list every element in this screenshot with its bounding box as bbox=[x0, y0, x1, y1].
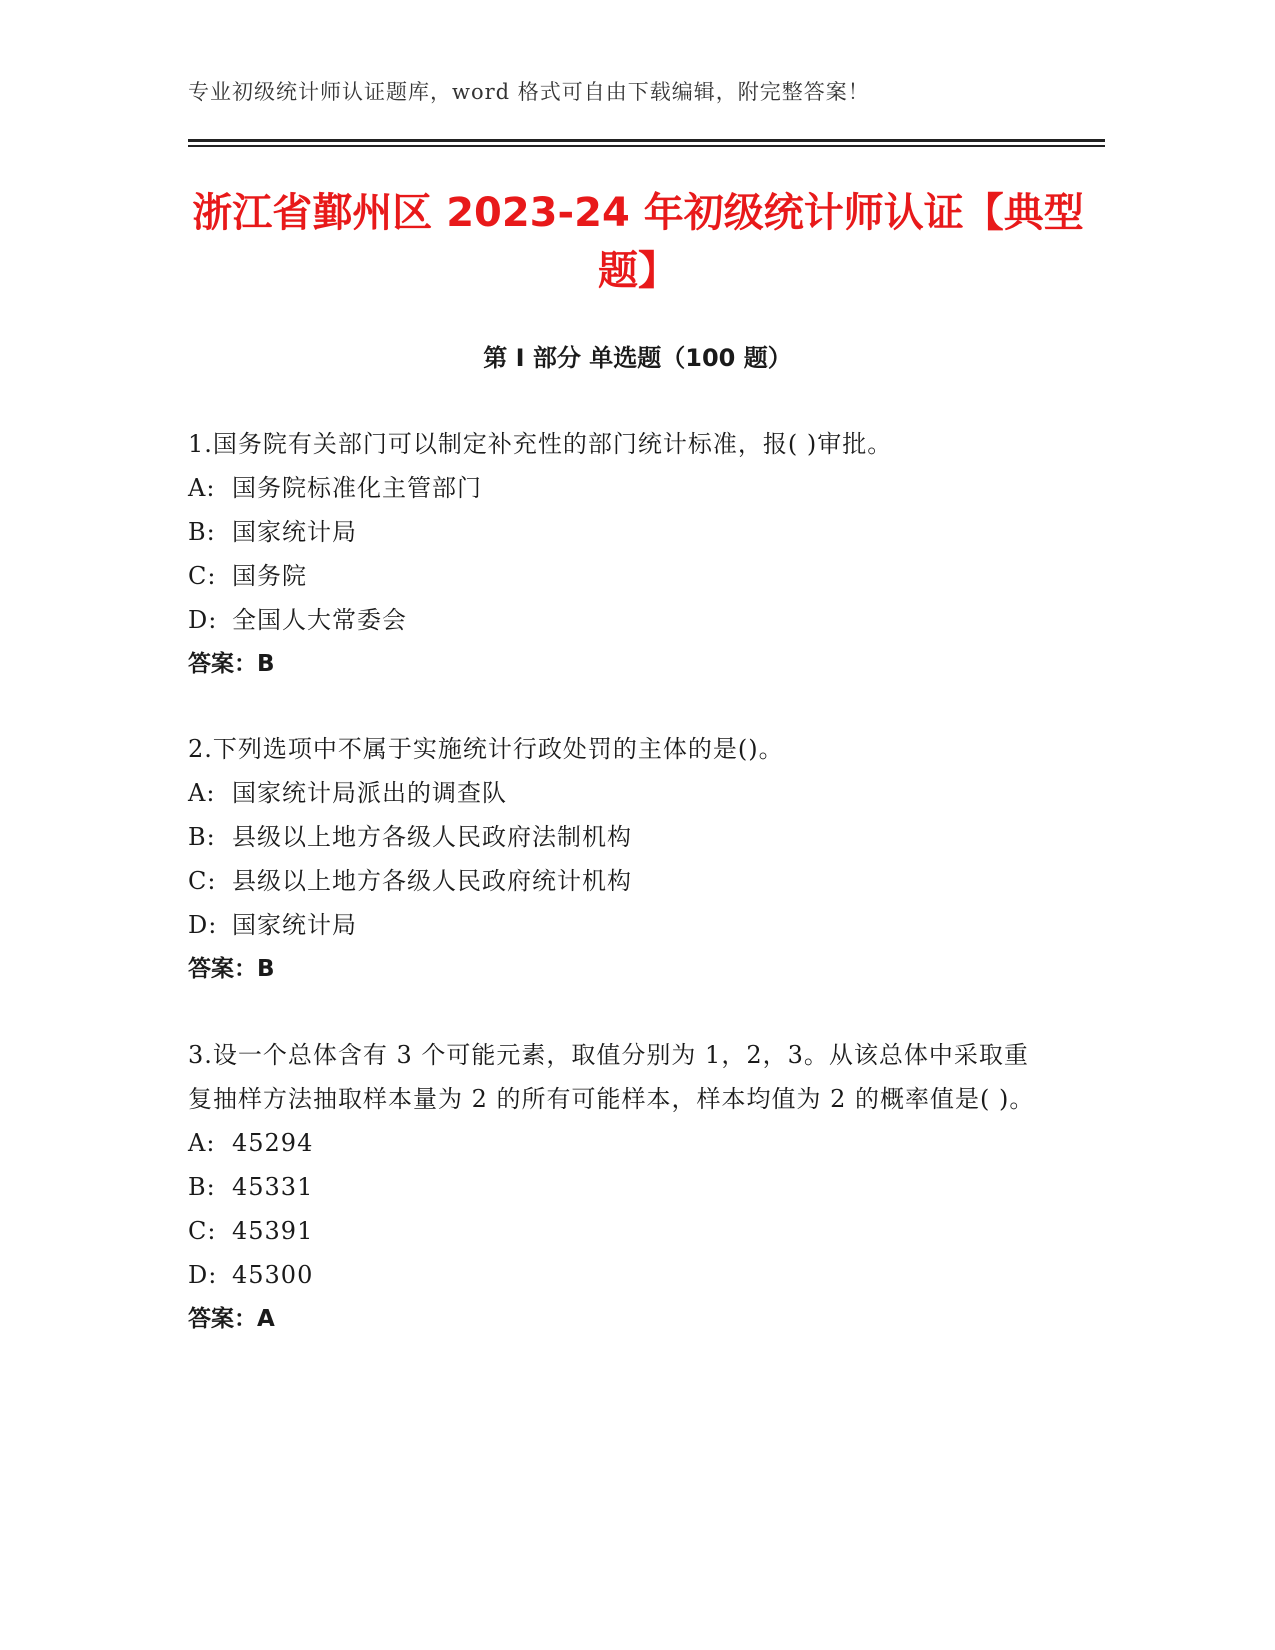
option-text: 国家统计局 bbox=[232, 911, 357, 939]
question-stem: 2.下列选项中不属于实施统计行政处罚的主体的是()。 bbox=[188, 735, 784, 763]
option-c bbox=[188, 859, 1068, 903]
option-key: C: bbox=[188, 1217, 217, 1245]
option-text: 县级以上地方各级人民政府法制机构 bbox=[232, 823, 632, 851]
option-key: B: bbox=[188, 1173, 216, 1201]
option-d bbox=[188, 1253, 1068, 1297]
option-c bbox=[188, 554, 1068, 598]
option-text: 国家统计局 bbox=[232, 518, 357, 546]
option-key: B: bbox=[188, 518, 216, 546]
option-a bbox=[188, 1121, 1068, 1165]
option-d bbox=[188, 598, 1068, 642]
question-stem: 1.国务院有关部门可以制定补充性的部门统计标准，报( )审批。 bbox=[188, 430, 893, 458]
option-key: C: bbox=[188, 562, 217, 590]
document-title: 浙江省鄞州区 2023-24 年初级统计师认证【典型题】 bbox=[192, 190, 1084, 294]
question-block bbox=[188, 1033, 1068, 1341]
option-key: A: bbox=[188, 1129, 216, 1157]
option-c bbox=[188, 1209, 1068, 1253]
header-rule-thick bbox=[188, 139, 1105, 142]
option-key: A: bbox=[188, 474, 216, 502]
section-heading: 第 I 部分 单选题（100 题） bbox=[483, 344, 792, 372]
question-block bbox=[188, 422, 1068, 686]
option-text: 45331 bbox=[232, 1173, 314, 1201]
option-d bbox=[188, 903, 1068, 947]
option-a bbox=[188, 771, 1068, 815]
option-text: 45294 bbox=[232, 1129, 314, 1157]
answer-line: 答案：A bbox=[188, 1306, 275, 1332]
option-key: D: bbox=[188, 606, 218, 634]
option-text: 45391 bbox=[232, 1217, 314, 1245]
question-block bbox=[188, 727, 1068, 991]
option-key: D: bbox=[188, 911, 218, 939]
header-note: 专业初级统计师认证题库，word 格式可自由下载编辑，附完整答案！ bbox=[188, 80, 870, 104]
option-b bbox=[188, 510, 1068, 554]
option-text: 国务院 bbox=[232, 562, 307, 590]
option-key: D: bbox=[188, 1261, 218, 1289]
option-key: A: bbox=[188, 779, 216, 807]
header-rule-thin bbox=[188, 145, 1105, 147]
question-stem: 3.设一个总体含有 3 个可能元素，取值分别为 1，2，3。从该总体中采取重复抽样方法抽取样本量为 2 的所有可能样本，样本均值为 2 的概率值是( )。 bbox=[188, 1041, 1035, 1113]
option-text: 国家统计局派出的调查队 bbox=[232, 779, 507, 807]
answer-line: 答案：B bbox=[188, 956, 275, 982]
option-text: 国务院标准化主管部门 bbox=[232, 474, 482, 502]
option-text: 全国人大常委会 bbox=[232, 606, 407, 634]
option-b bbox=[188, 1165, 1068, 1209]
option-b bbox=[188, 815, 1068, 859]
option-a bbox=[188, 466, 1068, 510]
option-key: C: bbox=[188, 867, 217, 895]
option-text: 县级以上地方各级人民政府统计机构 bbox=[232, 867, 632, 895]
option-key: B: bbox=[188, 823, 216, 851]
option-text: 45300 bbox=[232, 1261, 314, 1289]
answer-line: 答案：B bbox=[188, 651, 275, 677]
